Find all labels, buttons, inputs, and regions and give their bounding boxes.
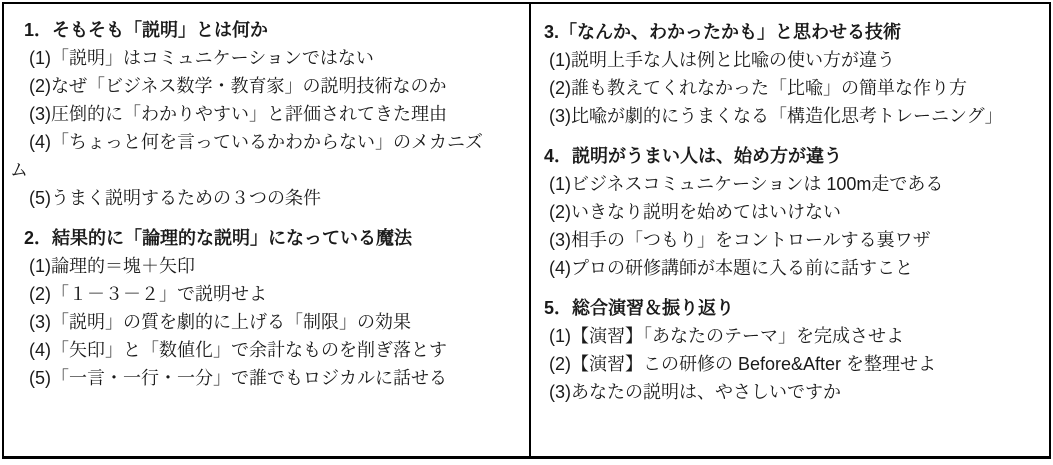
outline-item: (1)ビジネスコミュニケーションは 100m走である: [549, 174, 944, 194]
outline-item: (4)「矢印」と「数値化」で余計なものを削ぎ落とす: [29, 340, 447, 360]
section-1-heading: 1．そもそも「説明」とは何か: [24, 20, 269, 40]
outline-item: (2)【演習】この研修の Before&After を整理せよ: [549, 354, 937, 374]
outline-item: (3)相手の「つもり」をコントロールする裏ワザ: [549, 230, 931, 250]
outline-item: (1)説明上手な人は例と比喩の使い方が違う: [549, 50, 895, 70]
section-5: [539, 294, 1029, 406]
section-4: [539, 142, 1029, 282]
outline-item: (3)圧倒的に「わかりやすい」と評価されてきた理由: [29, 104, 447, 124]
section-1: [10, 16, 494, 212]
outline-item: (1)【演習】「あなたのテーマ」を完成させよ: [549, 326, 904, 346]
outline-item: (3)あなたの説明は、やさしいですか: [549, 382, 841, 402]
section-3: [539, 18, 1029, 130]
outline-item: (3)比喩が劇的にうまくなる「構造化思考トレーニング」: [549, 106, 1003, 126]
outline-item: (5)うまく説明するための３つの条件: [29, 188, 321, 208]
section-5-heading: 5．総合演習＆振り返り: [544, 298, 735, 318]
outline-item: (5)「一言・一行・一分」で誰でもロジカルに話せる: [29, 368, 447, 388]
column-right: [531, 4, 1049, 456]
outline-item: (2)「１－３－２」で説明せよ: [29, 284, 267, 304]
outline-item: (2)いきなり説明を始めてはいけない: [549, 202, 841, 222]
course-outline-document: [2, 2, 1051, 459]
outline-item: (4)「ちょっと何を言っているかわからない」のメカニズム: [10, 132, 483, 180]
outline-item: (1)「説明」はコミュニケーションではない: [29, 48, 374, 68]
outline-item: (1)論理的＝塊＋矢印: [29, 256, 195, 276]
section-2-heading: 2．結果的に「論理的な説明」になっている魔法: [24, 228, 413, 248]
outline-item: (3)「説明」の質を劇的に上げる「制限」の効果: [29, 312, 411, 332]
section-3-heading: 3.「なんか、わかったかも」と思わせる技術: [544, 22, 902, 42]
outline-item: (4)プロの研修講師が本題に入る前に話すこと: [549, 258, 913, 278]
outline-item: (2)なぜ「ビジネス数学・教育家」の説明技術なのか: [29, 76, 447, 96]
outline-item: (2)誰も教えてくれなかった「比喩」の簡単な作り方: [549, 78, 967, 98]
column-left: [4, 4, 529, 456]
section-2: [10, 224, 494, 392]
section-4-heading: 4．説明がうまい人は、始め方が違う: [544, 146, 843, 166]
